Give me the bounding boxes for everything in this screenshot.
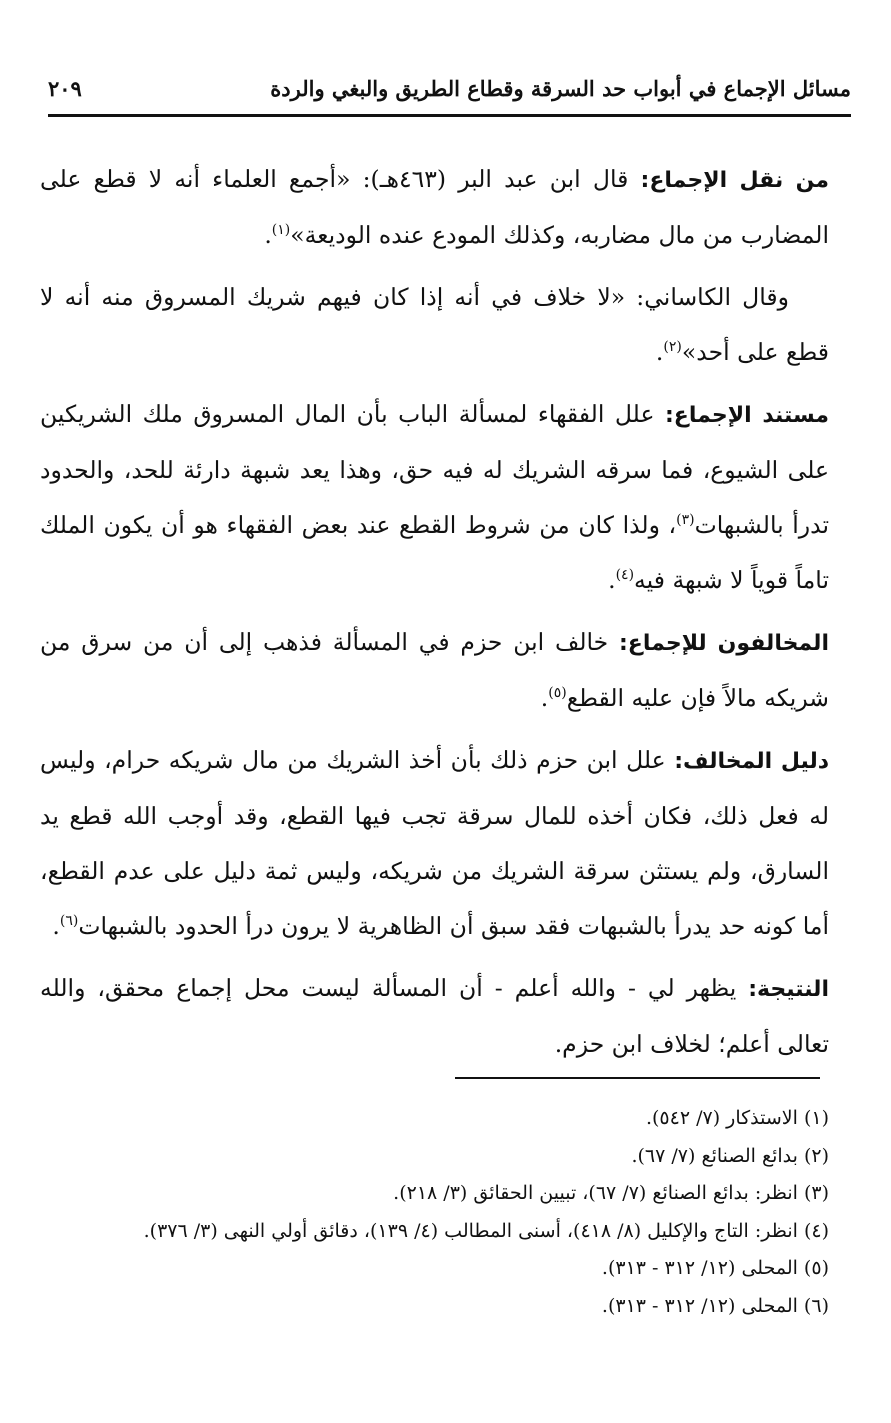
footnote-item: (٤) انظر: التاج والإكليل (٨/ ٤١٨)، أسنى المطالب (٤/ ١٣٩)، دقائق أولي النهى (٣/ ٣٧٦). bbox=[143, 1219, 829, 1242]
footnote-reference[interactable]: (٢) bbox=[663, 339, 682, 356]
footnote-reference[interactable]: (٦) bbox=[59, 913, 79, 930]
paragraph-text: علل الفقهاء لمسألة الباب بأن المال المسروق ملك الشريكين على الشيوع، فما سرقه الشريك له فيه حق، وهذا يعد شبهة دارئة للحد، والحدود تدرأ بالشبهات bbox=[40, 400, 829, 539]
paragraph-consensus-transmission bbox=[40, 152, 829, 263]
footnote-reference[interactable]: (٤) bbox=[615, 567, 635, 584]
page-header bbox=[48, 62, 851, 117]
paragraph-tail: . bbox=[264, 221, 272, 249]
paragraph-text: خالف ابن حزم في المسألة فذهب إلى أن من سرق من شريكه مالاً فإن عليه القطع bbox=[40, 628, 829, 712]
paragraph-heading: النتيجة: bbox=[748, 977, 829, 1002]
paragraph-tail: . bbox=[655, 338, 664, 366]
paragraph-tail: . bbox=[540, 684, 549, 712]
main-text bbox=[40, 152, 829, 1079]
footnotes bbox=[30, 1100, 829, 1326]
footnote-reference[interactable]: (١) bbox=[271, 222, 291, 239]
footnote-item: (٥) المحلى (١٢/ ٣١٢ - ٣١٣). bbox=[601, 1257, 829, 1280]
footnote-divider bbox=[455, 1077, 820, 1079]
paragraph-tail: ، ولذا كان من شروط القطع عند بعض الفقهاء هو أن يكون الملك تاماً قوياً لا شبهة فيه bbox=[40, 511, 829, 594]
paragraph-text: علل ابن حزم ذلك بأن أخذ الشريك من مال شريكه حرام، وليس له فعل ذلك، فكان أخذه للمال سرقة تجب فيها القطع، وقد أوجب الله قطع يد السارق، ولم يستثن سرقة الشريك من شريكه، وليس ثمة دليل على عدم القطع، أما كونه حد يدرأ بالشبهات فقد سبق أن الظاهرية لا يرون درأ الحدود بالشبهات bbox=[40, 746, 829, 940]
paragraph-dissenters bbox=[40, 615, 829, 726]
paragraph-heading: المخالفون للإجماع: bbox=[619, 631, 829, 656]
page-number: ٢٠٩ bbox=[48, 75, 82, 101]
footnote-reference[interactable]: (٥) bbox=[548, 685, 567, 702]
running-title: مسائل الإجماع في أبواب حد السرقة وقطاع الطريق والبغي والردة bbox=[270, 75, 851, 101]
paragraph-conclusion bbox=[40, 961, 829, 1072]
paragraph-consensus-basis bbox=[40, 387, 829, 608]
footnote-item: (٢) بدائع الصنائع (٧/ ٦٧). bbox=[631, 1144, 829, 1167]
paragraph-heading: مستند الإجماع: bbox=[665, 403, 829, 428]
paragraph-heading: دليل المخالف: bbox=[674, 749, 829, 774]
footnote-item: (١) الاستذكار (٧/ ٥٤٢). bbox=[645, 1107, 829, 1129]
footnote-reference[interactable]: (٣) bbox=[676, 512, 695, 529]
footnote-item: (٦) المحلى (١٢/ ٣١٢ - ٣١٣). bbox=[601, 1294, 829, 1317]
paragraph-heading: من نقل الإجماع: bbox=[640, 168, 829, 193]
paragraph-text: يظهر لي - والله أعلم - أن المسألة ليست محل إجماع محقق، والله تعالى أعلم؛ لخلاف ابن حزم. bbox=[40, 974, 829, 1058]
footnote-item: (٣) انظر: بدائع الصنائع (٧/ ٦٧)، تبيين الحقائق (٣/ ٢١٨). bbox=[393, 1182, 829, 1205]
paragraph-text: وقال الكاساني: «لا خلاف في أنه إذا كان فيهم شريك المسروق منه أنه لا قطع على أحد» bbox=[40, 283, 829, 366]
paragraph-kasani-quote bbox=[40, 270, 829, 380]
paragraph-tail: . bbox=[52, 912, 60, 940]
paragraph-dissenter-evidence bbox=[40, 733, 829, 954]
paragraph-tail: . bbox=[608, 566, 616, 594]
paragraph-text: قال ابن عبد البر (٤٦٣هـ): «أجمع العلماء أنه لا قطع على المضارب من مال مضاربه، وكذلك المودع عنده الوديعة» bbox=[40, 165, 829, 249]
